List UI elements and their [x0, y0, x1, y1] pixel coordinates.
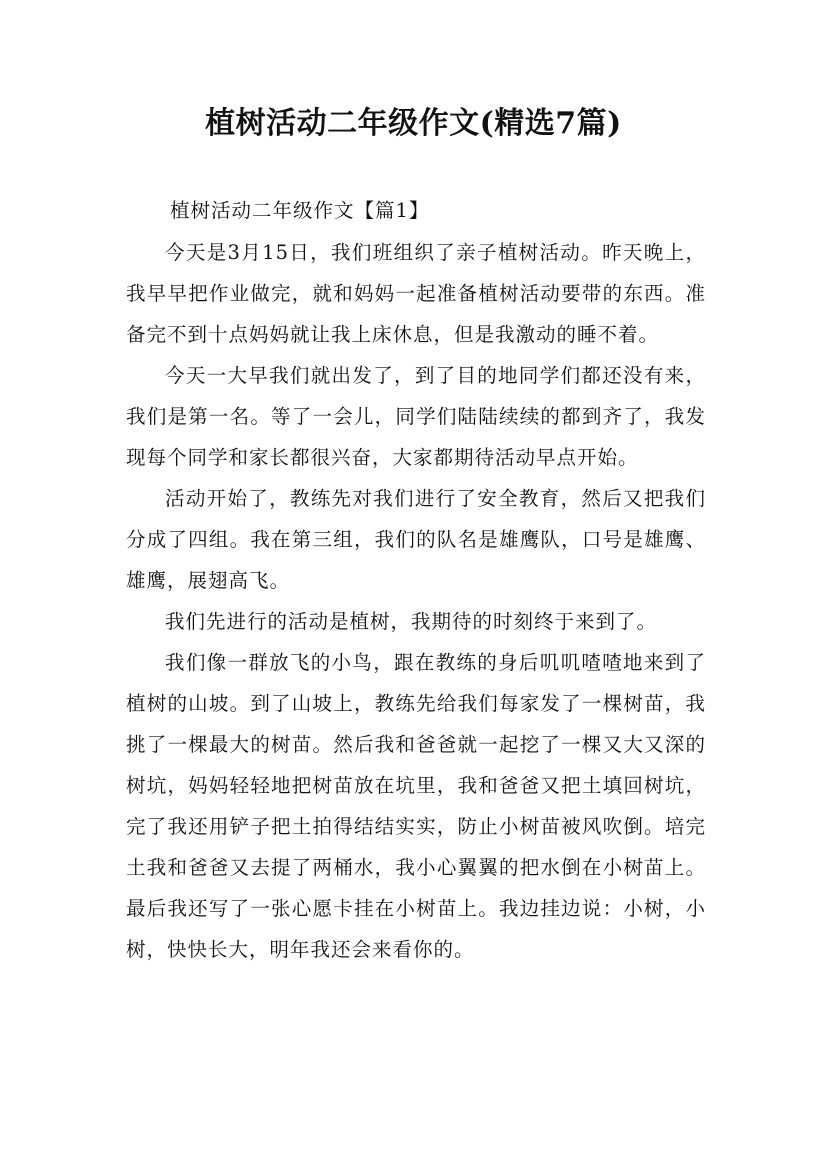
paragraph: 我们先进行的活动是植树，我期待的时刻终于来到了。 — [165, 610, 658, 633]
section-heading: 植树活动二年级作文【篇1】 — [170, 199, 430, 222]
document-title: 植树活动二年级作文(精选7篇) — [205, 106, 622, 141]
document-body — [126, 190, 706, 970]
paragraph: 活动开始了，教练先对我们进行了安全教育，然后又把我们分成了四组。我在第三组，我们的队名是雄鹰队，口号是雄鹰、雄鹰，展翅高飞。 — [126, 487, 706, 592]
paragraph: 我们像一群放飞的小鸟，跟在教练的身后叽叽喳喳地来到了植树的山坡。到了山坡上，教练先给我们每家发了一棵树苗，我挑了一棵最大的树苗。然后我和爸爸就一起挖了一棵又大又深的树坑，妈妈轻轻地把树苗放在坑里，我和爸爸又把土填回树坑，完了我还用铲子把土拍得结结实实，防止小树苗被风吹倒。培完土我和爸爸又去提了两桶水，我小心翼翼的把水倒在小树苗上。最后我还写了一张心愿卡挂在小树苗上。我边挂边说：小树，小树，快快长大，明年我还会来看你的。 — [126, 651, 706, 961]
paragraph: 今天是3月15日，我们班组织了亲子植树活动。昨天晚上，我早早把作业做完，就和妈妈一起准备植树活动要带的东西。准备完不到十点妈妈就让我上床休息，但是我激动的睡不着。 — [126, 241, 706, 346]
paragraph: 今天一大早我们就出发了，到了目的地同学们都还没有来，我们是第一名。等了一会儿，同学们陆陆续续的都到齐了，我发现每个同学和家长都很兴奋，大家都期待活动早点开始。 — [126, 364, 706, 469]
